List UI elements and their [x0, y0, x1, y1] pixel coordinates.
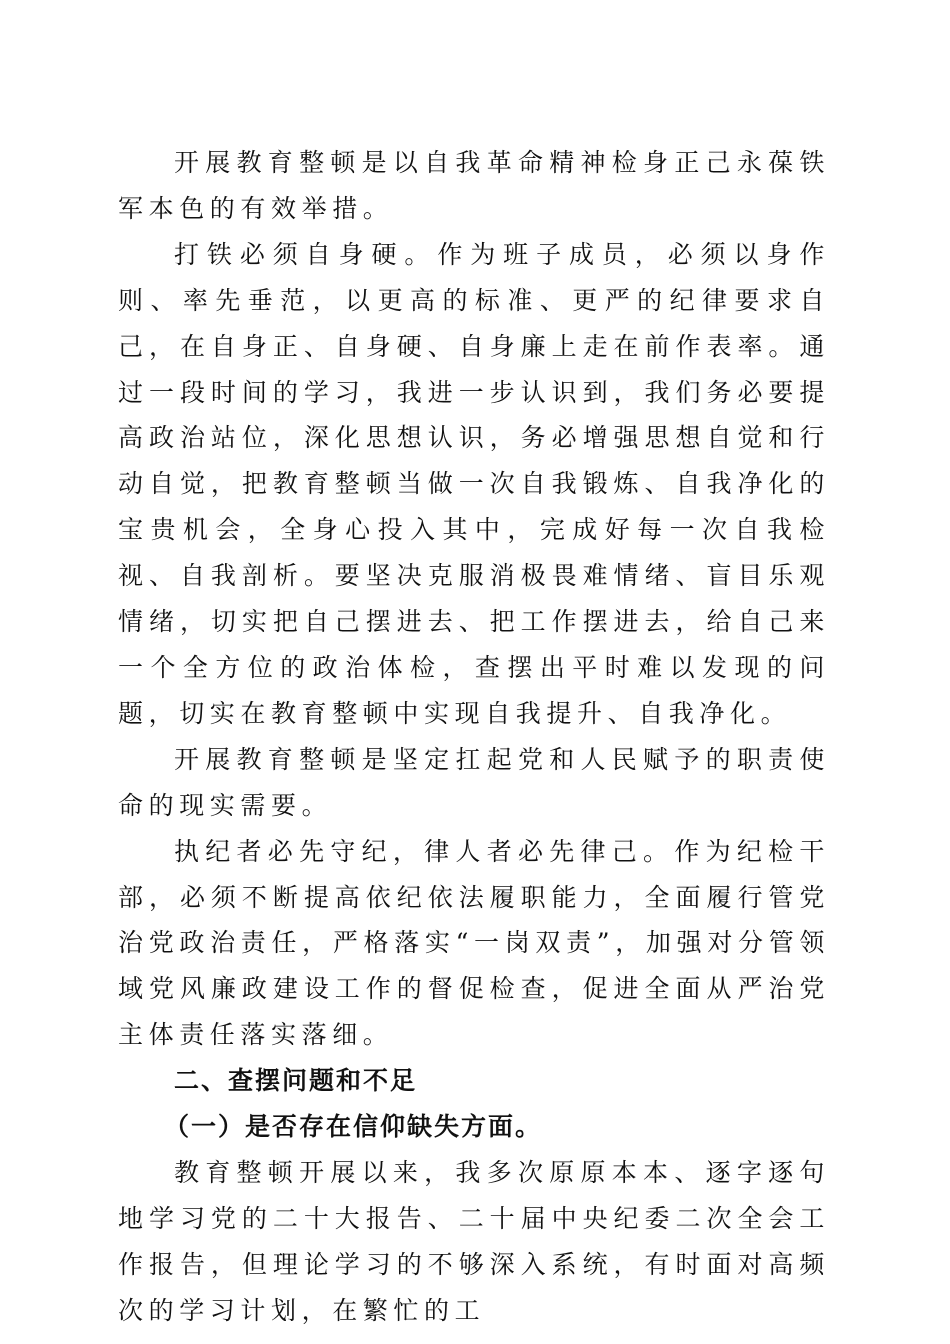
- paragraph-2: 打铁必须自身硬。作为班子成员，必须以身作则、率先垂范，以更高的标准、更严的纪律要求自己，在自身正、自身硬、自身廉上走在前作表率。通过一段时间的学习，我进一步认识到，我们务必要提高政治站位，深化思想认识，务必增强思想自觉和行动自觉，把教育整顿当做一次自我锻炼、自我净化的宝贵机会，全身心投入其中，完成好每一次自我检视、自我剖析。要坚决克服消极畏难情绪、盲目乐观情绪，切实把自己摆进去、把工作摆进去，给自己来一个全方位的政治体检，查摆出平时难以发现的问题，切实在教育整顿中实现自我提升、自我净化。: [118, 239, 830, 728]
- section-heading: 二、查摆问题和不足: [174, 1066, 418, 1096]
- paragraph-4: 执纪者必先守纪，律人者必先律己。作为纪检干部，必须不断提高依纪依法履职能力，全面履行管党治党政治责任，严格落实“一岗双责”，加强对分管领域党风廉政建设工作的督促检查，促进全面从严治党主体责任落实落细。: [118, 836, 830, 1050]
- sub-heading: （一）是否存在信仰缺失方面。: [164, 1112, 543, 1142]
- paragraph-1: 开展教育整顿是以自我革命精神检身正己永葆铁军本色的有效举措。: [118, 148, 830, 223]
- paragraph-5: 教育整顿开展以来，我多次原原本本、逐字逐句地学习党的二十大报告、二十届中央纪委二次全会工作报告，但理论学习的不够深入系统，有时面对高频次的学习计划，在繁忙的工: [118, 1157, 830, 1325]
- document-body: [118, 140, 830, 1334]
- paragraph-3: 开展教育整顿是坚定扛起党和人民赋予的职责使命的现实需要。: [118, 744, 830, 820]
